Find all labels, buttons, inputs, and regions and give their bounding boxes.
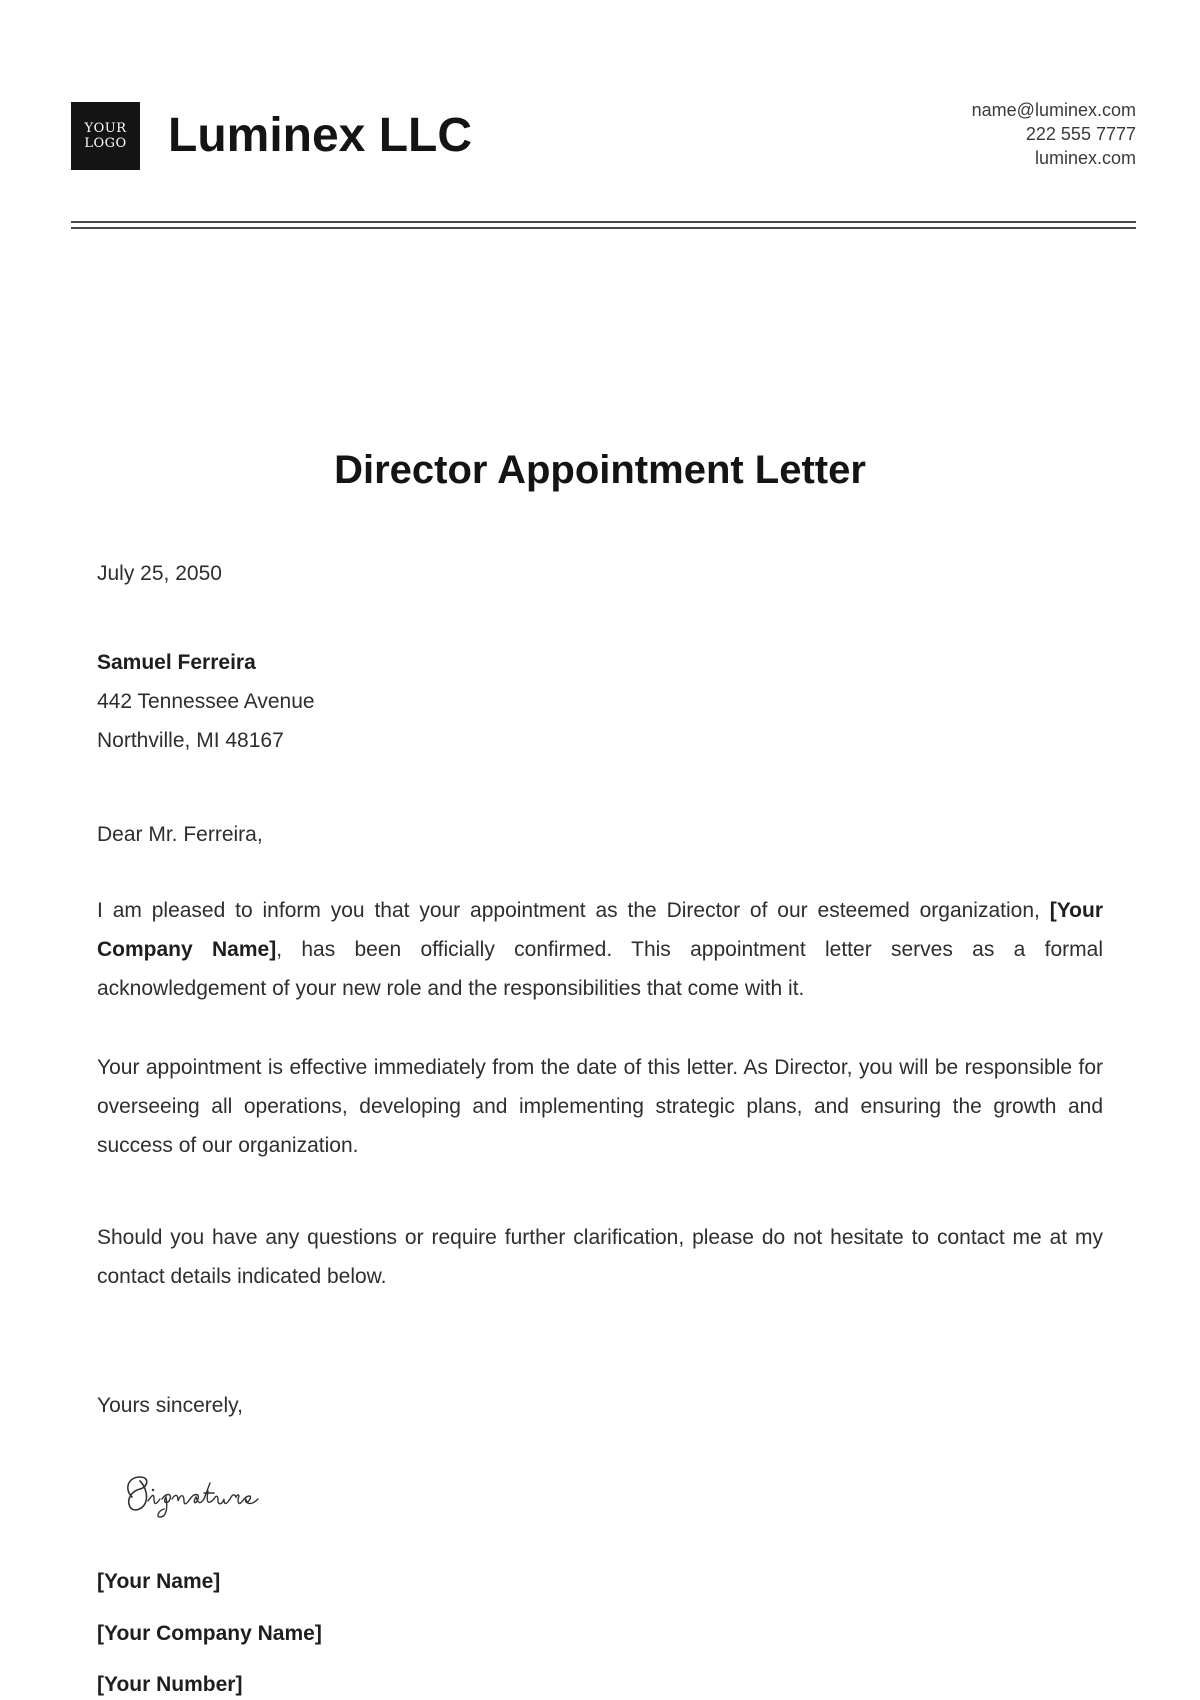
company-logo bbox=[71, 102, 140, 170]
body-paragraph-3: Should you have any questions or require further clarification, please do not hesitate to contact me at my contact details indicated below. bbox=[97, 1226, 1103, 1288]
recipient-address bbox=[97, 643, 315, 760]
header-divider-top bbox=[71, 221, 1136, 223]
letter-date: July 25, 2050 bbox=[97, 562, 222, 585]
signature-image bbox=[118, 1463, 278, 1523]
closing: Yours sincerely, bbox=[97, 1394, 243, 1417]
salutation: Dear Mr. Ferreira, bbox=[97, 823, 263, 846]
contact-phone: 222 555 7777 bbox=[1025, 124, 1136, 144]
contact-block bbox=[972, 98, 1136, 170]
body-paragraph-2: Your appointment is effective immediately from the date of this letter. As Director, you will be responsible for overseeing all operations, developing and implementing strategic plans, and ensuring the growth and success of our organization. bbox=[97, 1056, 1103, 1157]
sender-company: [Your Company Name] bbox=[97, 1622, 322, 1645]
paragraph-1-rest: , has been officially confirmed. This appointment letter serves as a formal acknowledgement of your new role and the responsibilities that come with it. bbox=[97, 938, 1103, 1000]
sender-name: [Your Name] bbox=[97, 1570, 221, 1593]
recipient-city: Northville, MI 48167 bbox=[97, 729, 284, 752]
company-name: Luminex LLC bbox=[168, 109, 473, 162]
recipient-name: Samuel Ferreira bbox=[97, 651, 256, 674]
recipient-street: 442 Tennessee Avenue bbox=[97, 690, 315, 713]
contact-email: name@luminex.com bbox=[971, 100, 1136, 120]
contact-website: luminex.com bbox=[1034, 148, 1136, 168]
header-divider-bottom bbox=[71, 227, 1136, 229]
document-title: Director Appointment Letter bbox=[334, 448, 866, 492]
logo-text-line2: LOGO bbox=[84, 136, 127, 151]
logo-text-line1: YOUR bbox=[84, 121, 127, 136]
paragraph-1-company-placeholder: [Your Company Name] bbox=[97, 899, 1103, 961]
sender-number: [Your Number] bbox=[97, 1673, 243, 1696]
paragraph-1-intro: I am pleased to inform you that your appointment as the Director of our esteemed organization, bbox=[97, 899, 1050, 922]
body-paragraph-1 bbox=[97, 891, 1103, 1008]
